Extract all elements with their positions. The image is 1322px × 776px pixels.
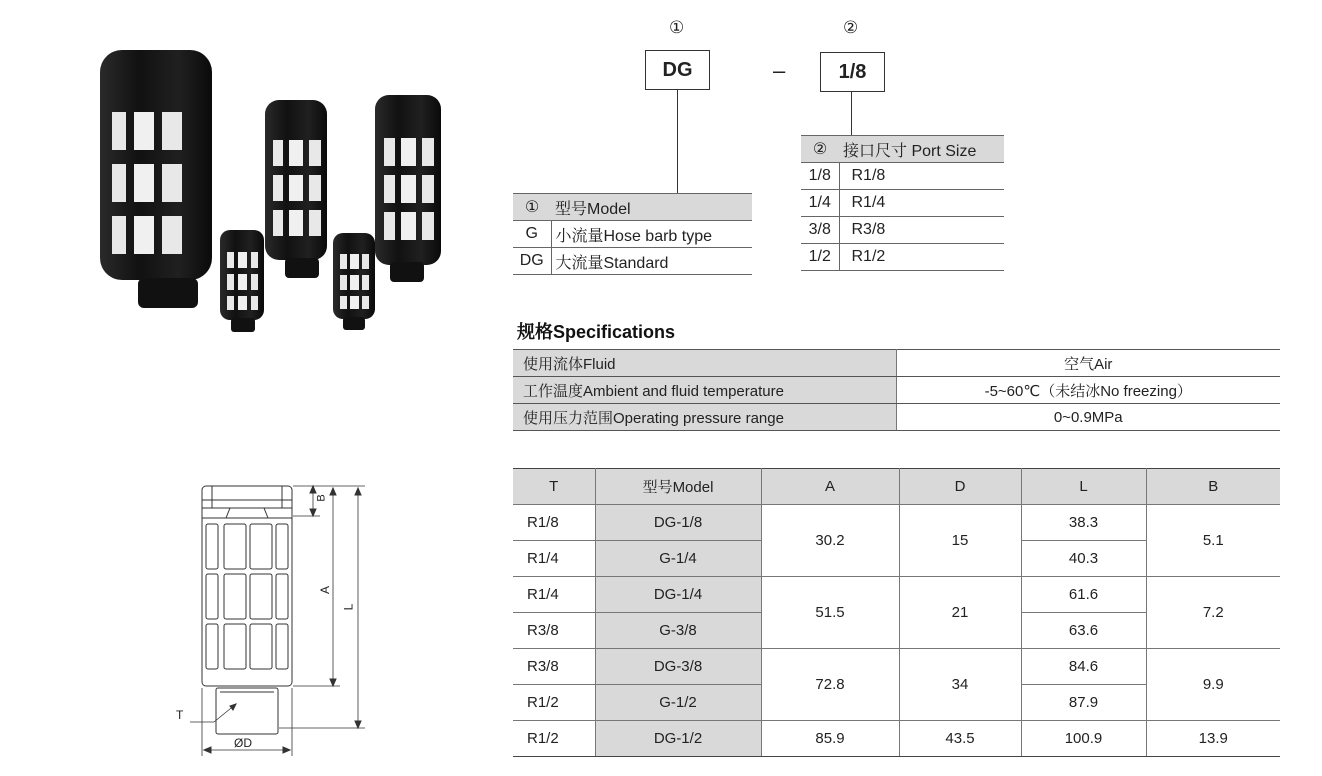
port-desc: R1/4 bbox=[839, 190, 1004, 217]
cell-t: R3/8 bbox=[513, 613, 595, 649]
port-code: 1/8 bbox=[801, 163, 839, 190]
port-table-title: 接口尺寸 Port Size bbox=[839, 136, 1004, 163]
model-table-marker: ① bbox=[513, 194, 551, 221]
cell-b: 7.2 bbox=[1146, 577, 1280, 649]
silencer-medium-icon bbox=[375, 95, 441, 282]
model-code: G bbox=[513, 221, 551, 248]
cell-a: 72.8 bbox=[761, 649, 899, 721]
cell-model: DG-1/2 bbox=[595, 721, 761, 757]
cell-l: 61.6 bbox=[1021, 577, 1146, 613]
cell-d: 43.5 bbox=[899, 721, 1021, 757]
specifications-title: 规格Specifications bbox=[517, 322, 676, 342]
table-row bbox=[801, 217, 1004, 244]
cell-a: 85.9 bbox=[761, 721, 899, 757]
cell-a: 51.5 bbox=[761, 577, 899, 649]
cell-model: G-1/4 bbox=[595, 541, 761, 577]
port-code: 1/2 bbox=[801, 244, 839, 271]
dimension-label-b: B bbox=[315, 494, 328, 502]
table-row bbox=[513, 721, 1280, 757]
port-desc: R3/8 bbox=[839, 217, 1004, 244]
cell-l: 63.6 bbox=[1021, 613, 1146, 649]
table-row bbox=[513, 221, 752, 248]
column-header: 型号Model bbox=[595, 469, 761, 505]
order-separator: – bbox=[773, 58, 786, 83]
port-table-marker: ② bbox=[801, 136, 839, 163]
cell-b: 13.9 bbox=[1146, 721, 1280, 757]
dimension-label-l: L bbox=[341, 603, 356, 611]
port-code: 1/4 bbox=[801, 190, 839, 217]
cell-d: 34 bbox=[899, 649, 1021, 721]
table-row bbox=[513, 505, 1280, 541]
order-part2-code: 1/8 bbox=[820, 52, 885, 92]
table-row bbox=[513, 649, 1280, 685]
cell-a: 30.2 bbox=[761, 505, 899, 577]
order-part1-code: DG bbox=[645, 50, 710, 90]
cell-b: 5.1 bbox=[1146, 505, 1280, 577]
silencer-small-icon bbox=[220, 230, 264, 332]
cell-model: DG-1/4 bbox=[595, 577, 761, 613]
model-desc: 大流量Standard bbox=[551, 248, 752, 275]
cell-b: 9.9 bbox=[1146, 649, 1280, 721]
cell-t: R1/4 bbox=[513, 577, 595, 613]
table-row bbox=[513, 404, 1280, 431]
cell-l: 100.9 bbox=[1021, 721, 1146, 757]
table-row bbox=[513, 377, 1280, 404]
cell-l: 38.3 bbox=[1021, 505, 1146, 541]
cell-l: 84.6 bbox=[1021, 649, 1146, 685]
dimension-label-d: ØD bbox=[234, 736, 252, 750]
port-size-table bbox=[801, 135, 1004, 271]
table-row bbox=[801, 190, 1004, 217]
model-code: DG bbox=[513, 248, 551, 275]
silencer-small-icon bbox=[333, 233, 375, 330]
cell-model: G-3/8 bbox=[595, 613, 761, 649]
dimension-label-a: A bbox=[318, 585, 333, 595]
cell-model: DG-1/8 bbox=[595, 505, 761, 541]
connector-line bbox=[677, 90, 678, 194]
column-header: L bbox=[1021, 469, 1146, 505]
specifications-table bbox=[513, 349, 1280, 431]
port-desc: R1/2 bbox=[839, 244, 1004, 271]
column-header: D bbox=[899, 469, 1021, 505]
order-part2-marker: ② bbox=[843, 18, 859, 37]
cell-model: G-1/2 bbox=[595, 685, 761, 721]
column-header: B bbox=[1146, 469, 1280, 505]
dimension-drawing bbox=[150, 478, 380, 763]
table-header-row bbox=[513, 469, 1280, 505]
model-table-title: 型号Model bbox=[551, 194, 752, 221]
spec-value: 空气Air bbox=[896, 350, 1280, 377]
table-row bbox=[513, 577, 1280, 613]
port-desc: R1/8 bbox=[839, 163, 1004, 190]
cell-t: R1/2 bbox=[513, 721, 595, 757]
cell-l: 87.9 bbox=[1021, 685, 1146, 721]
port-code: 3/8 bbox=[801, 217, 839, 244]
cell-t: R3/8 bbox=[513, 649, 595, 685]
spec-value: -5~60℃（未结冰No freezing） bbox=[896, 377, 1280, 404]
silencer-large-icon bbox=[100, 50, 212, 308]
dimension-label-t: T bbox=[176, 708, 184, 722]
model-table bbox=[513, 193, 752, 275]
connector-line bbox=[851, 92, 852, 136]
spec-label: 工作温度Ambient and fluid temperature bbox=[513, 377, 896, 404]
column-header: A bbox=[761, 469, 899, 505]
product-photo bbox=[90, 40, 470, 350]
cell-d: 15 bbox=[899, 505, 1021, 577]
table-row bbox=[801, 244, 1004, 271]
column-header: T bbox=[513, 469, 595, 505]
order-part1-marker: ① bbox=[669, 18, 685, 37]
cell-t: R1/4 bbox=[513, 541, 595, 577]
spec-value: 0~0.9MPa bbox=[896, 404, 1280, 431]
table-row bbox=[513, 194, 752, 221]
dimensions-table bbox=[513, 468, 1280, 757]
cell-t: R1/2 bbox=[513, 685, 595, 721]
table-row bbox=[801, 163, 1004, 190]
table-row bbox=[801, 136, 1004, 163]
cell-model: DG-3/8 bbox=[595, 649, 761, 685]
cell-t: R1/8 bbox=[513, 505, 595, 541]
model-desc: 小流量Hose barb type bbox=[551, 221, 752, 248]
cell-d: 21 bbox=[899, 577, 1021, 649]
silencer-medium-icon bbox=[265, 100, 327, 278]
table-row bbox=[513, 350, 1280, 377]
spec-label: 使用流体Fluid bbox=[513, 350, 896, 377]
spec-label: 使用压力范围Operating pressure range bbox=[513, 404, 896, 431]
cell-l: 40.3 bbox=[1021, 541, 1146, 577]
table-row bbox=[513, 248, 752, 275]
